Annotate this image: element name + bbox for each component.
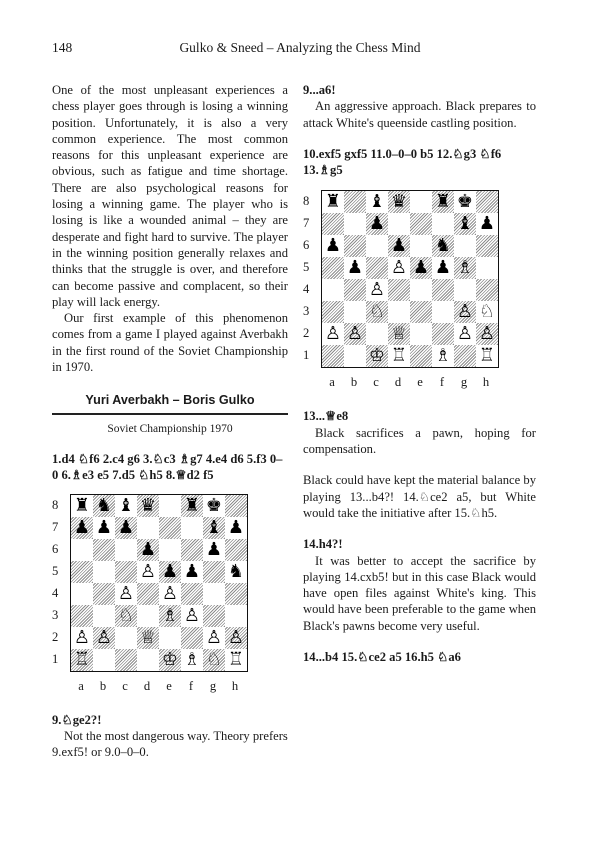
page-number: 148 bbox=[52, 40, 73, 55]
move-14: 14.h4?! bbox=[303, 537, 343, 552]
board-square bbox=[203, 495, 225, 517]
board-square bbox=[344, 279, 366, 301]
board-square bbox=[322, 323, 344, 345]
board-square bbox=[410, 279, 432, 301]
board-square bbox=[159, 539, 181, 561]
board-square bbox=[93, 583, 115, 605]
chess-piece: ♜ bbox=[434, 191, 452, 213]
board-square bbox=[137, 517, 159, 539]
board-square bbox=[410, 323, 432, 345]
board-square bbox=[432, 345, 454, 367]
board-square bbox=[454, 301, 476, 323]
board-square bbox=[71, 649, 93, 671]
event-line: Soviet Championship 1970 bbox=[107, 422, 233, 435]
board-square bbox=[366, 235, 388, 257]
chess-piece: ♙ bbox=[161, 582, 179, 604]
board-square bbox=[181, 583, 203, 605]
board-square bbox=[410, 235, 432, 257]
chess-piece: ♖ bbox=[478, 345, 496, 367]
chess-piece: ♝ bbox=[117, 494, 135, 516]
chess-piece: ♟ bbox=[73, 516, 91, 538]
intro-paragraph: One of the most unpleasant experiences a chess player goes through is losing a winning position. Unfortunately, it is also a very common experience. The most common reasons for this unpleasant experience are obvious, such as fatigue and time shortage. There are also psychological reasons for losing a winning game. The player who is losing is like a wounded animal – they are desperate and fight hard to survive. The player in the winning position generally relaxes and thinks that the struggle is over, and therefore can become passive and complacent, so their play will lack energy. bbox=[52, 83, 288, 309]
board-square bbox=[454, 235, 476, 257]
rank-label: 7 bbox=[303, 216, 310, 231]
board-square bbox=[71, 561, 93, 583]
board-square bbox=[93, 605, 115, 627]
board-square bbox=[366, 191, 388, 213]
file-label: c bbox=[373, 375, 379, 390]
board-square bbox=[203, 561, 225, 583]
chess-piece: ♟ bbox=[183, 560, 201, 582]
board-square bbox=[203, 583, 225, 605]
board-square bbox=[115, 539, 137, 561]
chess-piece: ♗ bbox=[161, 604, 179, 626]
board-square bbox=[388, 257, 410, 279]
heading-rule bbox=[52, 413, 288, 415]
file-label: d bbox=[394, 375, 402, 390]
game-heading: Yuri Averbakh – Boris Gulko bbox=[85, 393, 255, 408]
board-square bbox=[454, 345, 476, 367]
board-square bbox=[432, 235, 454, 257]
chess-piece: ♞ bbox=[434, 235, 452, 257]
board-square bbox=[181, 539, 203, 561]
board-square bbox=[410, 257, 432, 279]
chess-piece: ♖ bbox=[227, 648, 245, 670]
chess-piece: ♙ bbox=[139, 560, 157, 582]
chess-piece: ♟ bbox=[324, 235, 342, 257]
board-square bbox=[432, 279, 454, 301]
chess-piece: ♙ bbox=[390, 257, 408, 279]
opening-moves: 1.d4 ♘f6 2.c4 g6 3.♘c3 ♗g7 4.e4 d6 5.f3 0–0 6.♗e3 e5 7.d5 ♘h5 8.♕d2 f5 bbox=[52, 451, 283, 483]
chess-piece: ♟ bbox=[161, 560, 179, 582]
move-9-black: 9...a6! bbox=[303, 83, 336, 97]
chess-piece: ♜ bbox=[183, 494, 201, 516]
rank-label: 6 bbox=[303, 238, 310, 253]
board-square bbox=[344, 213, 366, 235]
chess-piece: ♜ bbox=[324, 191, 342, 213]
board-square bbox=[388, 191, 410, 213]
board-square bbox=[115, 517, 137, 539]
board-square bbox=[115, 583, 137, 605]
board-square bbox=[115, 561, 137, 583]
board-square bbox=[322, 257, 344, 279]
board-square bbox=[388, 323, 410, 345]
board-square bbox=[159, 561, 181, 583]
rank-label: 5 bbox=[303, 260, 310, 275]
board-square bbox=[322, 191, 344, 213]
chess-piece: ♙ bbox=[346, 323, 364, 345]
board-square bbox=[93, 649, 115, 671]
rank-label: 2 bbox=[52, 629, 59, 644]
board-square bbox=[322, 301, 344, 323]
board-square bbox=[388, 235, 410, 257]
rank-label: 3 bbox=[303, 304, 310, 319]
chess-piece: ♕ bbox=[139, 626, 157, 648]
chess-piece: ♙ bbox=[324, 323, 342, 345]
board-square bbox=[93, 627, 115, 649]
board-square bbox=[159, 583, 181, 605]
chess-piece: ♟ bbox=[117, 516, 135, 538]
chess-piece: ♟ bbox=[368, 213, 386, 235]
chess-diagram-1 bbox=[52, 494, 288, 712]
chessboard bbox=[321, 190, 499, 368]
board-square bbox=[159, 649, 181, 671]
board-square bbox=[225, 627, 247, 649]
board-square bbox=[454, 213, 476, 235]
chess-piece: ♙ bbox=[456, 301, 474, 323]
file-label: c bbox=[122, 678, 128, 693]
chess-piece: ♟ bbox=[227, 516, 245, 538]
board-square bbox=[181, 605, 203, 627]
board-square bbox=[366, 345, 388, 367]
chess-piece: ♖ bbox=[390, 345, 408, 367]
board-square bbox=[322, 213, 344, 235]
chess-piece: ♗ bbox=[456, 257, 474, 279]
rank-label: 3 bbox=[52, 607, 59, 622]
board-square bbox=[366, 257, 388, 279]
move-13-note: Black could have kept the material balance by playing 13...b4?! 14.♘ce2 a5, but White would take the initiative after 15.♘h5. bbox=[303, 473, 536, 520]
file-label: f bbox=[188, 678, 194, 693]
board-square bbox=[410, 301, 432, 323]
board-square bbox=[159, 627, 181, 649]
board-square bbox=[181, 495, 203, 517]
file-label: g bbox=[460, 375, 468, 390]
board-square bbox=[454, 257, 476, 279]
chess-piece: ♛ bbox=[390, 191, 408, 213]
running-header bbox=[0, 40, 600, 60]
board-square bbox=[476, 279, 498, 301]
board-square bbox=[137, 495, 159, 517]
board-square bbox=[71, 495, 93, 517]
chess-piece: ♟ bbox=[478, 213, 496, 235]
file-label: e bbox=[417, 375, 423, 390]
chess-piece: ♟ bbox=[390, 235, 408, 257]
example-paragraph: Our first example of this phenomenon comes from a game I played against Averbakh in the first round of the Soviet Championship in 1970. bbox=[52, 311, 288, 375]
board-square bbox=[137, 649, 159, 671]
file-label: b bbox=[99, 678, 107, 693]
board-square bbox=[476, 235, 498, 257]
chess-piece: ♘ bbox=[117, 604, 135, 626]
chess-piece: ♗ bbox=[183, 648, 201, 670]
chess-piece: ♜ bbox=[73, 494, 91, 516]
board-square bbox=[388, 279, 410, 301]
chess-piece: ♙ bbox=[95, 626, 113, 648]
rank-label: 1 bbox=[303, 348, 310, 363]
board-square bbox=[432, 257, 454, 279]
chess-piece: ♟ bbox=[346, 257, 364, 279]
file-label: a bbox=[78, 678, 84, 693]
board-square bbox=[159, 517, 181, 539]
rank-label: 4 bbox=[52, 585, 59, 600]
board-square bbox=[388, 213, 410, 235]
board-square bbox=[71, 627, 93, 649]
board-square bbox=[476, 213, 498, 235]
chess-diagram-2 bbox=[303, 190, 536, 408]
chess-piece: ♚ bbox=[205, 494, 223, 516]
chess-piece: ♔ bbox=[161, 648, 179, 670]
chessboard bbox=[70, 494, 248, 672]
chess-piece: ♙ bbox=[183, 604, 201, 626]
chess-piece: ♕ bbox=[390, 323, 408, 345]
move-9: 9.♘ge2?! bbox=[52, 712, 102, 727]
board-square bbox=[225, 649, 247, 671]
chess-piece: ♔ bbox=[368, 345, 386, 367]
chess-piece: ♞ bbox=[95, 494, 113, 516]
file-label: g bbox=[209, 678, 217, 693]
left-column bbox=[52, 82, 288, 760]
board-square bbox=[476, 257, 498, 279]
board-square bbox=[203, 605, 225, 627]
board-square bbox=[71, 539, 93, 561]
chess-piece: ♙ bbox=[368, 279, 386, 301]
board-square bbox=[410, 191, 432, 213]
board-square bbox=[181, 649, 203, 671]
rank-label: 8 bbox=[303, 194, 310, 209]
board-square bbox=[137, 539, 159, 561]
board-square bbox=[388, 301, 410, 323]
board-square bbox=[225, 583, 247, 605]
move-9-black-comment: An aggressive approach. Black prepares to attack White's queenside castling position. bbox=[303, 99, 536, 130]
file-labels bbox=[70, 678, 246, 694]
chess-piece: ♙ bbox=[117, 582, 135, 604]
board-square bbox=[476, 323, 498, 345]
board-square bbox=[137, 561, 159, 583]
board-square bbox=[432, 191, 454, 213]
chess-piece: ♟ bbox=[434, 257, 452, 279]
board-square bbox=[410, 213, 432, 235]
board-square bbox=[203, 627, 225, 649]
right-column bbox=[303, 82, 536, 665]
chess-piece: ♙ bbox=[227, 626, 245, 648]
board-square bbox=[344, 257, 366, 279]
board-square bbox=[366, 301, 388, 323]
chess-piece: ♝ bbox=[205, 516, 223, 538]
board-square bbox=[432, 301, 454, 323]
chess-piece: ♘ bbox=[205, 648, 223, 670]
chess-piece: ♙ bbox=[478, 323, 496, 345]
board-square bbox=[432, 213, 454, 235]
move-13-comment: Black sacrifices a pawn, hoping for compensation. bbox=[303, 425, 536, 457]
rank-label: 2 bbox=[303, 326, 310, 341]
board-square bbox=[71, 605, 93, 627]
board-square bbox=[93, 517, 115, 539]
board-square bbox=[322, 279, 344, 301]
board-square bbox=[454, 191, 476, 213]
file-label: h bbox=[231, 678, 239, 693]
file-label: a bbox=[329, 375, 335, 390]
board-square bbox=[93, 539, 115, 561]
board-square bbox=[203, 539, 225, 561]
board-square bbox=[476, 301, 498, 323]
chess-piece: ♚ bbox=[456, 191, 474, 213]
move-13-black: 13...♕e8 bbox=[303, 409, 349, 424]
board-square bbox=[225, 605, 247, 627]
board-square bbox=[344, 323, 366, 345]
board-square bbox=[137, 627, 159, 649]
chess-piece: ♟ bbox=[205, 538, 223, 560]
board-square bbox=[159, 605, 181, 627]
chess-piece: ♘ bbox=[478, 301, 496, 323]
moves-14-16: 14...b4 15.♘ce2 a5 16.h5 ♘a6 bbox=[303, 650, 461, 665]
board-square bbox=[432, 323, 454, 345]
board-square bbox=[366, 279, 388, 301]
rank-label: 5 bbox=[52, 563, 59, 578]
board-square bbox=[115, 649, 137, 671]
running-title: Gulko & Sneed – Analyzing the Chess Mind bbox=[179, 40, 421, 55]
chess-piece: ♙ bbox=[205, 626, 223, 648]
file-labels bbox=[321, 374, 497, 390]
board-square bbox=[410, 345, 432, 367]
board-square bbox=[93, 495, 115, 517]
file-label: h bbox=[482, 375, 490, 390]
board-square bbox=[115, 495, 137, 517]
rank-label: 6 bbox=[52, 541, 59, 556]
board-square bbox=[322, 345, 344, 367]
board-square bbox=[366, 213, 388, 235]
board-square bbox=[225, 561, 247, 583]
move-14-comment: It was better to accept the sacrifice by playing 14.cxb5! but in this case Black would have open files against White's king. This would have been preferable to the game when Black's pawns become very useful. bbox=[303, 553, 536, 633]
board-square bbox=[203, 517, 225, 539]
file-label: b bbox=[350, 375, 358, 390]
board-square bbox=[344, 235, 366, 257]
board-square bbox=[159, 495, 181, 517]
move-9-comment: Not the most dangerous way. Theory prefers 9.exf5! or 9.0–0–0. bbox=[52, 728, 288, 760]
board-square bbox=[115, 627, 137, 649]
board-square bbox=[225, 539, 247, 561]
board-square bbox=[344, 191, 366, 213]
chess-piece: ♘ bbox=[368, 301, 386, 323]
board-square bbox=[115, 605, 137, 627]
chess-piece: ♖ bbox=[73, 648, 91, 670]
chess-piece: ♟ bbox=[412, 257, 430, 279]
board-square bbox=[181, 517, 203, 539]
board-square bbox=[93, 561, 115, 583]
board-square bbox=[476, 191, 498, 213]
board-square bbox=[225, 517, 247, 539]
file-label: e bbox=[166, 678, 172, 693]
rank-label: 1 bbox=[52, 651, 59, 666]
board-square bbox=[322, 235, 344, 257]
board-square bbox=[71, 517, 93, 539]
board-square bbox=[344, 345, 366, 367]
rank-label: 4 bbox=[303, 282, 310, 297]
board-square bbox=[181, 561, 203, 583]
board-square bbox=[454, 323, 476, 345]
board-square bbox=[137, 605, 159, 627]
board-square bbox=[388, 345, 410, 367]
chess-piece: ♙ bbox=[73, 626, 91, 648]
chess-piece: ♝ bbox=[368, 191, 386, 213]
board-square bbox=[137, 583, 159, 605]
board-square bbox=[476, 345, 498, 367]
rank-label: 7 bbox=[52, 519, 59, 534]
chess-piece: ♞ bbox=[227, 560, 245, 582]
board-square bbox=[225, 495, 247, 517]
chess-piece: ♟ bbox=[139, 538, 157, 560]
chess-piece: ♝ bbox=[456, 213, 474, 235]
file-label: d bbox=[143, 678, 151, 693]
board-square bbox=[344, 301, 366, 323]
moves-10-13: 10.exf5 gxf5 11.0–0–0 b5 12.♘g3 ♘f6 13.♗g5 bbox=[303, 146, 502, 178]
file-label: f bbox=[439, 375, 445, 390]
board-square bbox=[71, 583, 93, 605]
chess-piece: ♟ bbox=[95, 516, 113, 538]
chess-piece: ♗ bbox=[434, 345, 452, 367]
board-square bbox=[454, 279, 476, 301]
rank-label: 8 bbox=[52, 497, 59, 512]
chess-piece: ♛ bbox=[139, 494, 157, 516]
board-square bbox=[366, 323, 388, 345]
board-square bbox=[203, 649, 225, 671]
board-square bbox=[181, 627, 203, 649]
chess-piece: ♙ bbox=[456, 323, 474, 345]
